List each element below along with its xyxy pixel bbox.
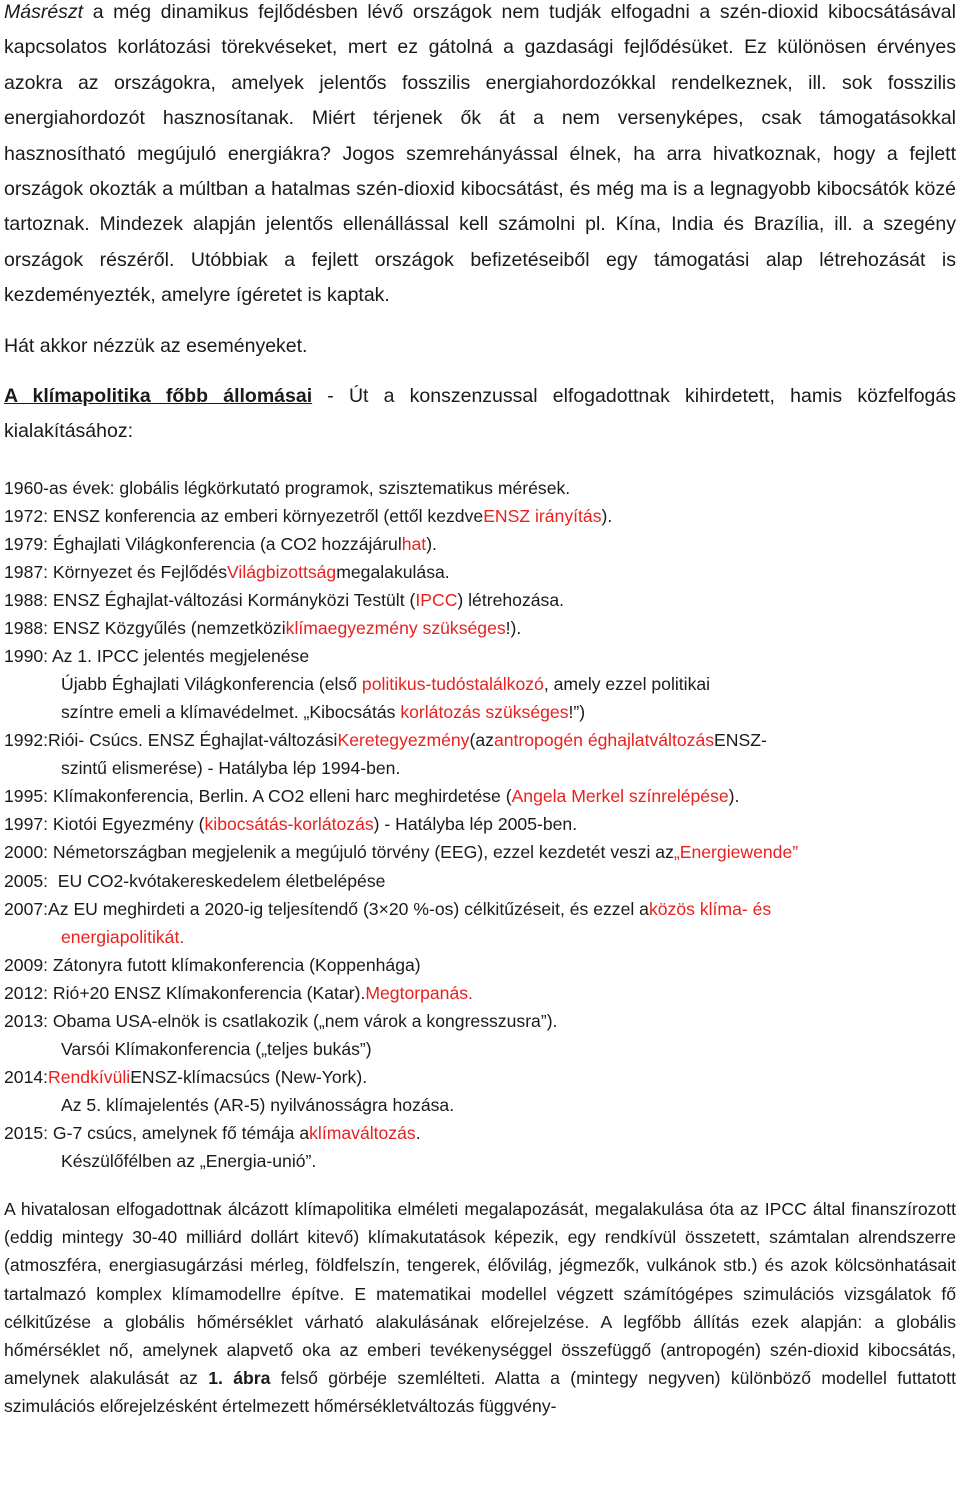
timeline-text: 1960-as évek: globális légkörkutató programok, szisztematikus mérések. [4, 477, 571, 498]
timeline-item [4, 1063, 956, 1091]
timeline-text: 1988: ENSZ Éghajlat-változási Kormányközi Testült ( [4, 590, 416, 611]
figure-reference: 1. ábra [208, 1368, 271, 1389]
timeline-text: 2000: Németországban megjelenik a megújuló törvény (EEG), ezzel kezdetét veszi az [4, 842, 674, 863]
timeline-item [4, 502, 956, 530]
timeline-item [4, 586, 956, 614]
timeline-continuation [4, 754, 956, 782]
timeline-text: ENSZ-klímacsúcs (New-York). [130, 1066, 368, 1087]
closing-text: A hivatalosan elfogadottnak álcázott klímapolitika elméleti megalapozását, megalakulása óta az IPCC által finanszírozott (eddig mintegy 30-40 milliárd dollárt kitevő) klímakutatások képezik, egy rendkívül összetett, számtalan alrendszerre (atmoszféra, energiasugárzási mérleg, földfelszín, tengerek, élővilág, jégmezők, vulkánok stb.) és azok kölcsönhatásait tartalmazó komplex klímamodellre építve. E matematikai modellel végzett számítógépes szimulációs vizsgálatok fő célkitűzése a globális hőmérséklet várható alakulásának előrejelzése. A legfőbb állítás ezek alapján: a globális hőmérséklet nő, amelynek alapvető oka az emberi tevékenységgel összefüggő (antropogén) szén-dioxid kibocsátás, amelynek alakulását az [4, 1199, 956, 1389]
timeline-highlight: Világbizottság [227, 562, 337, 583]
timeline-continuation [4, 698, 956, 726]
timeline-year: 2007: [4, 898, 49, 919]
timeline-text: !”) [568, 702, 586, 723]
timeline-text: 1995: Klímakonferencia, Berlin. A CO2 elleni harc meghirdetése ( [4, 786, 512, 807]
timeline-item [4, 838, 956, 866]
timeline-continuation [4, 1091, 956, 1119]
timeline-continuation [4, 923, 956, 951]
timeline-highlight: energiapolitikát. [61, 926, 185, 947]
timeline-highlight: korlátozás szükséges [400, 702, 569, 723]
timeline-text: 2015: G-7 csúcs, amelynek fő témája a [4, 1122, 310, 1143]
timeline-text: szintű elismerése) - Hatályba lép 1994-ben. [61, 758, 401, 779]
section-intro [4, 379, 956, 450]
timeline-highlight: közös klíma- és [648, 898, 772, 919]
timeline-text: 1988: ENSZ Közgyűlés (nemzetközi [4, 618, 286, 639]
timeline-item [4, 558, 956, 586]
timeline-item [4, 726, 956, 754]
timeline-item [4, 782, 956, 810]
timeline-text: színtre emeli a klímavédelmet. „Kibocsátás [61, 702, 401, 723]
timeline-item [4, 867, 956, 895]
section-intro-text: - Út a konszenzussal elfogadottnak kihirdetett, hamis közfelfogás kialakításához: [4, 385, 956, 443]
timeline-text: Az 5. klímajelentés (AR-5) nyilvánosságra hozása. [61, 1094, 455, 1115]
timeline-highlight: kibocsátás-korlátozás [204, 814, 374, 835]
timeline-text: ) létrehozása. [457, 590, 564, 611]
closing-paragraph [4, 1195, 956, 1421]
timeline-highlight: klímaváltozás [309, 1122, 416, 1143]
timeline-highlight: Rendkívüli [48, 1066, 131, 1087]
timeline-item [4, 474, 956, 502]
timeline-text: (az [469, 730, 494, 751]
timeline-highlight: Angela Merkel színrelépése [511, 786, 729, 807]
timeline-continuation [4, 1035, 956, 1063]
timeline-text: ). [728, 786, 740, 807]
transition-sentence: Hát akkor nézzük az eseményeket. [4, 334, 308, 357]
timeline-item [4, 530, 956, 558]
timeline-text: 2005: EU CO2-kvótakereskedelem életbelépése [4, 870, 386, 891]
timeline-text: 2013: Obama USA-elnök is csatlakozik („nem várok a kongresszusra”). [4, 1010, 558, 1031]
timeline-text: megalakulása. [336, 562, 450, 583]
timeline-item [4, 1119, 956, 1147]
timeline-text: 1990: Az 1. IPCC jelentés megjelenése [4, 646, 310, 667]
timeline-text: Újabb Éghajlati Világkonferencia (első [61, 674, 362, 695]
timeline-text: Riói- Csúcs. ENSZ Éghajlat-változási [48, 730, 338, 751]
timeline-highlight: „Energiewende” [673, 842, 799, 863]
timeline-item [4, 895, 956, 923]
intro-paragraph [4, 0, 956, 314]
timeline-highlight: Megtorpanás. [365, 982, 473, 1003]
section-heading: A klímapolitika főbb állomásai [4, 385, 313, 408]
timeline-year: 1992: [4, 730, 49, 751]
timeline-text: Varsói Klímakonferencia („teljes bukás”) [61, 1038, 372, 1059]
timeline-text: ). [601, 505, 613, 526]
timeline-text: Készülőfélben az „Energia-unió”. [61, 1151, 317, 1171]
timeline-highlight: politikus-tudóstalálkozó [361, 674, 544, 695]
timeline-text: ) - Hatályba lép 2005-ben. [373, 814, 578, 835]
timeline-item [4, 614, 956, 642]
timeline-highlight: hat [401, 533, 427, 554]
timeline-continuation [4, 1147, 956, 1175]
timeline-text: !). [505, 618, 522, 639]
timeline-item [4, 979, 956, 1007]
timeline-highlight: klímaegyezmény szükséges [285, 618, 506, 639]
timeline-continuation [4, 670, 956, 698]
timeline-text: 1987: Környezet és Fejlődés [4, 562, 227, 583]
timeline-highlight: antropogén éghajlatváltozás [493, 730, 715, 751]
timeline-item [4, 1007, 956, 1035]
intro-lead-word: Másrészt [4, 1, 84, 23]
timeline-text: 2009: Zátonyra futott klímakonferencia (Koppenhága) [4, 954, 421, 975]
timeline-highlight: Keretegyezmény [337, 730, 470, 751]
timeline-item [4, 810, 956, 838]
timeline-text: 2014: [4, 1066, 49, 1087]
timeline-highlight: IPCC [415, 590, 458, 611]
timeline-list [4, 474, 956, 1175]
intro-text: a még dinamikus fejlődésben lévő országok nem tudják elfogadni a szén-dioxid kibocsátásával kapcsolatos korlátozási törekvéseket, mert ez gátolná a gazdasági fejlődésüket. Ez különösen érvényes azokra az országokra, amelyek jelentős fosszilis energiahordozókkal rendelkeznek, ill. sok fosszilis energiahordozót hasznosítanak. Miért térjenek ők át a nem versenyképes, csak támogatásokkal hasznosítható megújuló energiákra? Jogos szemrehányással élnek, ha arra hivatkoznak, hogy a fejlett országok okozták a múltban a hatalmas szén-dioxid kibocsátást, és még ma is a legnagyobb kibocsátók közé tartoznak. Mindezek alapján jelentős ellenállással kell számolni pl. Kína, India és Brazília, ill. a szegény országok részéről. Utóbbiak a fejlett országok befizetéseiből egy támogatási alap létrehozását is kezdeményezték, amelyre ígéretet is kaptak. [4, 1, 956, 307]
timeline-text: 2012: Rió+20 ENSZ Klímakonferencia (Katar). [4, 982, 366, 1003]
timeline-text: 1997: Kiotói Egyezmény ( [4, 814, 205, 835]
timeline-highlight: ENSZ irányítás [483, 505, 602, 526]
timeline-text: Az EU meghirdeti a 2020-ig teljesítendő (3×20 %-os) célkitűzéseit, és ezzel a [48, 898, 649, 919]
closing-text: felső görbéje szemlélteti. Alatta a (mintegy negyven) különböző modellel futtatott szimulációs előrejelzésként értelmezett hőmérsékletváltozás függvény- [4, 1368, 956, 1417]
timeline-text: , amely ezzel politikai [543, 674, 711, 695]
timeline-text: ENSZ- [714, 730, 767, 751]
timeline-text: 1972: ENSZ konferencia az emberi környezetről (ettől kezdve [4, 505, 484, 526]
timeline-item [4, 951, 956, 979]
timeline-text: 1979: Éghajlati Világkonferencia (a CO2 hozzájárul [4, 533, 402, 554]
timeline-text: . [415, 1122, 421, 1143]
timeline-item [4, 642, 956, 670]
timeline-text: ). [426, 533, 437, 554]
